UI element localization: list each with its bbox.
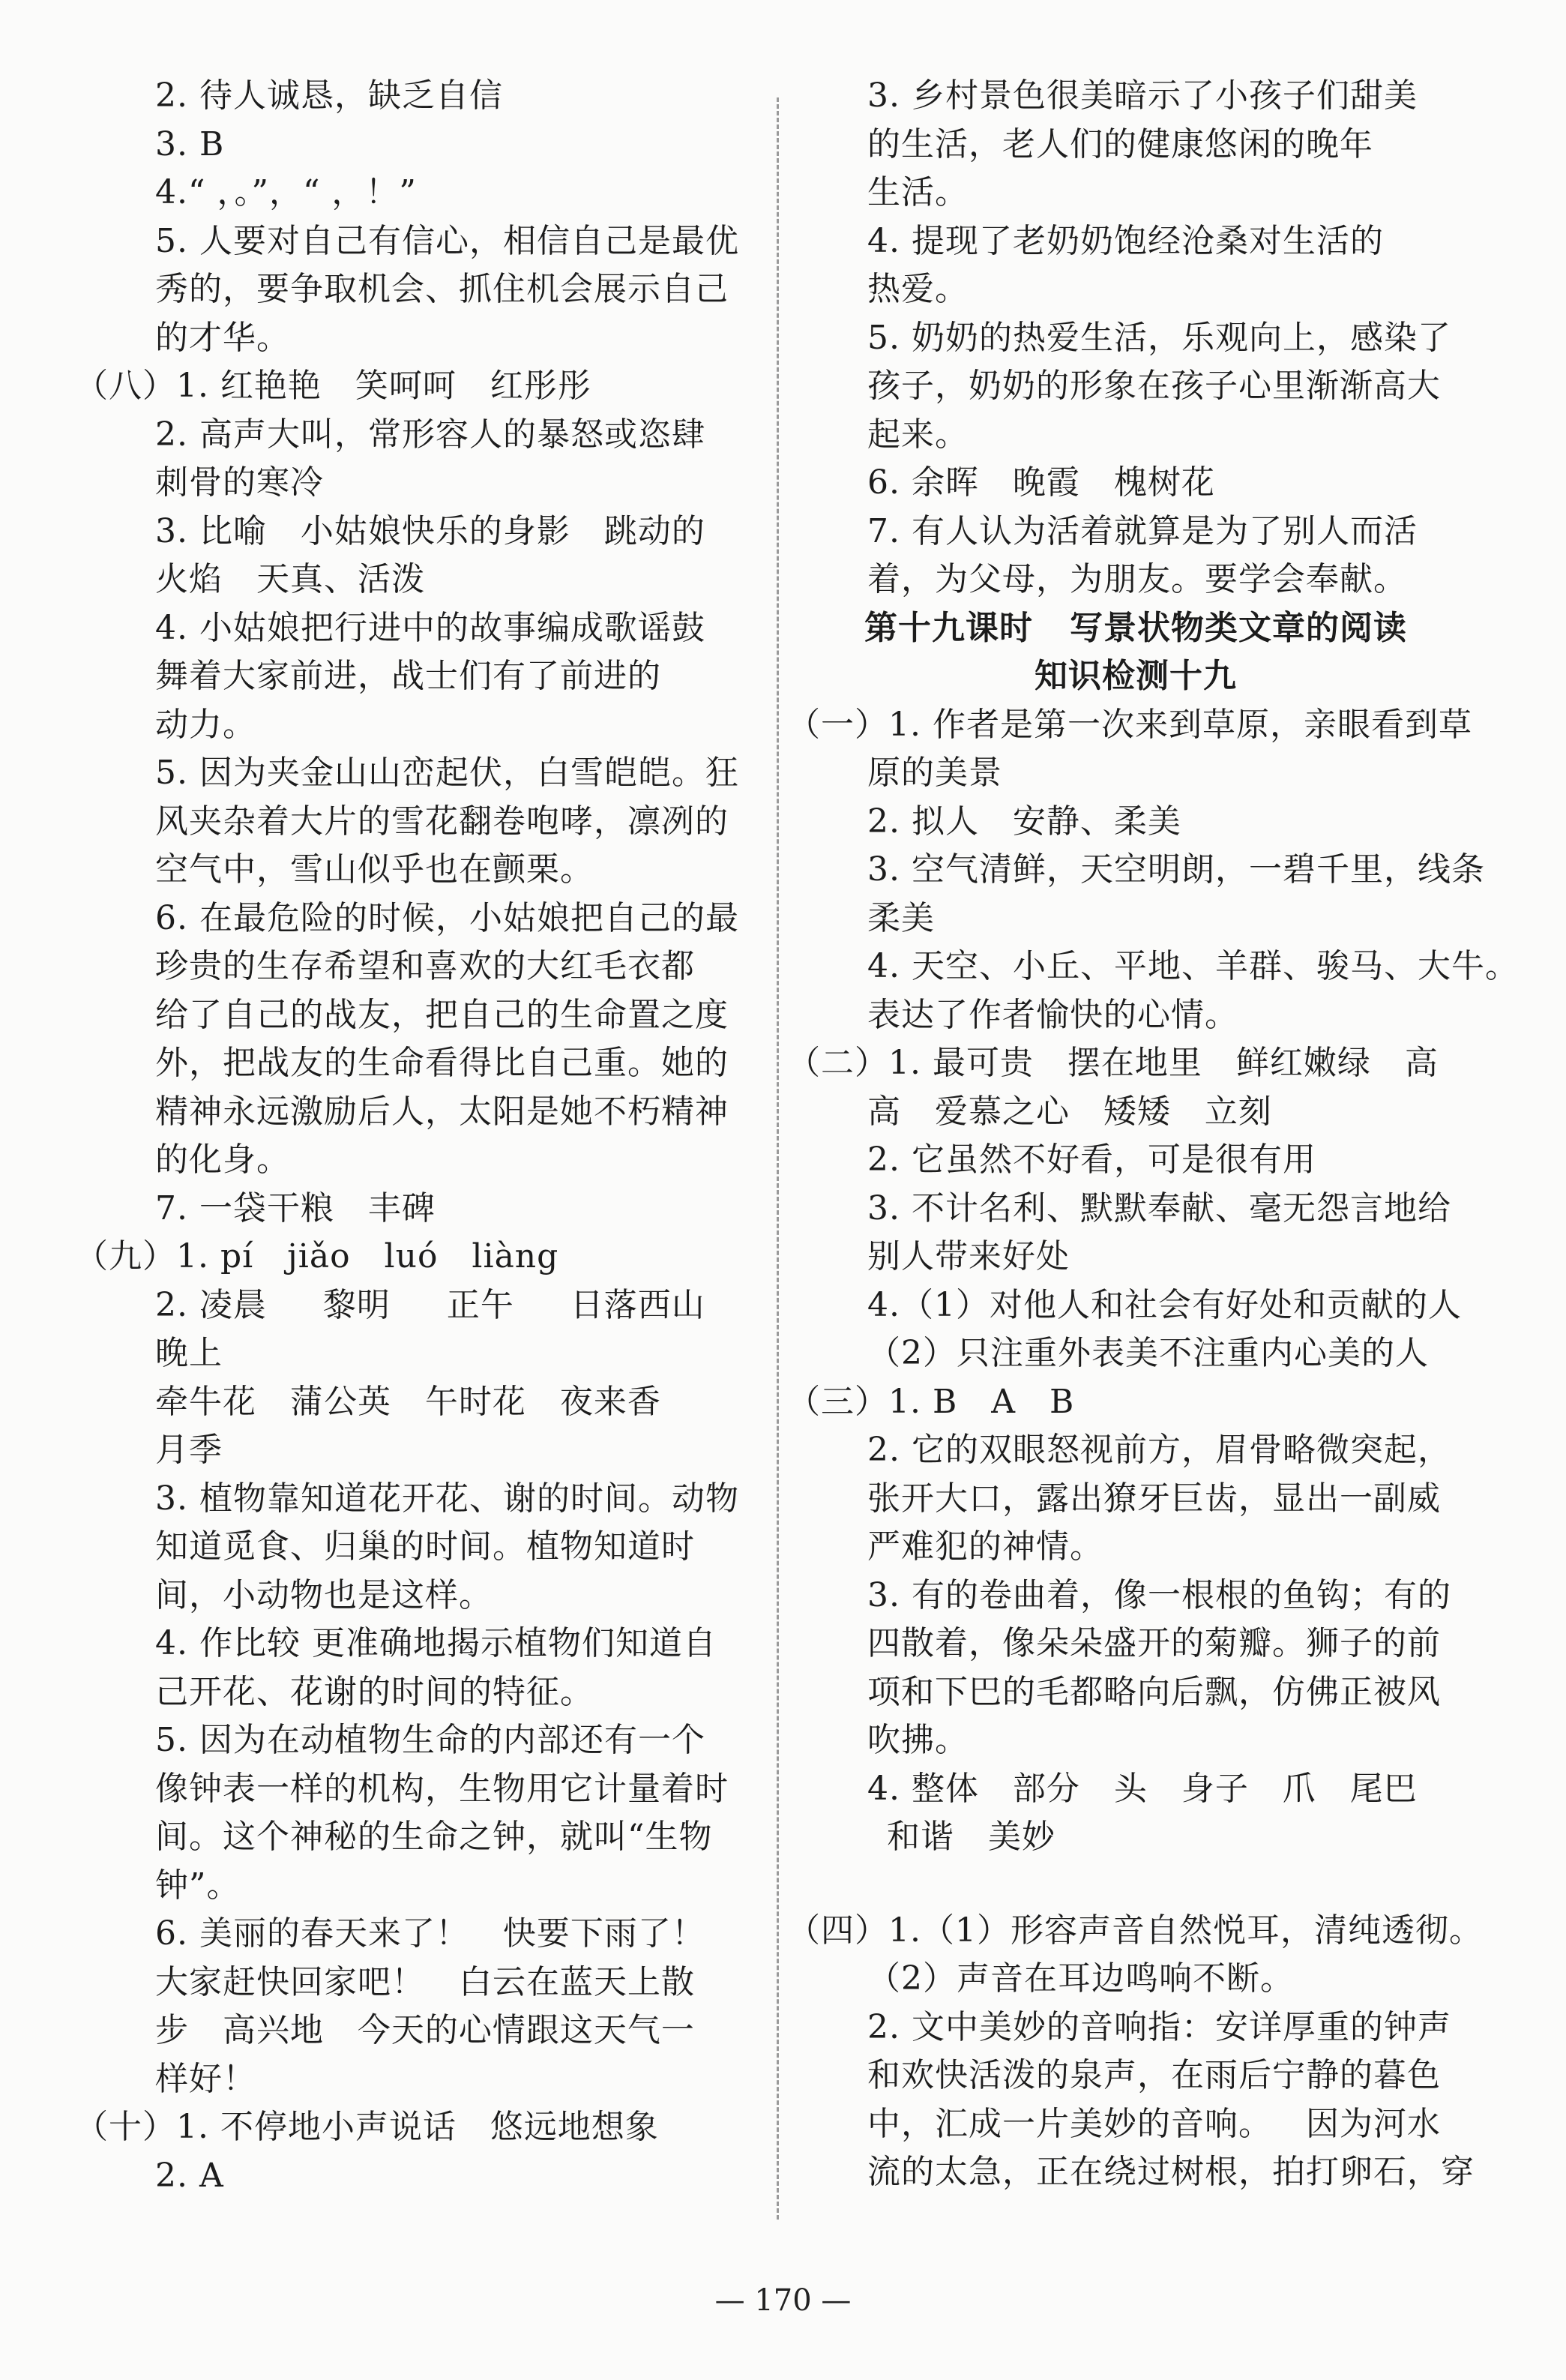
answer-line: 2. 高声大叫，常形容人的暴怒或恣肆 xyxy=(155,415,705,454)
answer-line: 动力。 xyxy=(155,705,256,744)
answer-line: 3. B xyxy=(155,124,225,163)
answer-line: 3. 有的卷曲着，像一根根的鱼钩；有的 xyxy=(867,1575,1451,1614)
answer-line: 风夹杂着大片的雪花翻卷咆哮，凛冽的 xyxy=(155,802,729,841)
answer-line: 的生活，老人们的健康悠闲的晚年 xyxy=(867,124,1373,163)
answer-line: （2）只注重外表美不注重内心美的人 xyxy=(867,1334,1429,1372)
answer-line: 4. 整体 部分 头 身子 爪 尾巴 xyxy=(867,1769,1418,1808)
answer-line: 像钟表一样的机构，生物用它计量着时 xyxy=(155,1769,729,1808)
answer-line: 着，为父母，为朋友。要学会奉献。 xyxy=(867,560,1407,598)
answer-line: 张开大口，露出獠牙巨齿，显出一副威 xyxy=(867,1479,1441,1518)
answer-line: 刺骨的寒冷 xyxy=(155,463,324,502)
answer-line: 起来。 xyxy=(867,415,969,454)
answer-line: 别人带来好处 xyxy=(867,1237,1070,1275)
answer-line: 的才华。 xyxy=(155,318,290,357)
answer-line: 7. 有人认为活着就算是为了别人而活 xyxy=(867,511,1418,550)
answer-line: （三）1. B A B xyxy=(787,1382,1075,1421)
section-heading: 第十九课时 写景状物类文章的阅读 xyxy=(864,608,1407,647)
answer-line: 5. 奶奶的热爱生活，乐观向上，感染了 xyxy=(867,318,1451,357)
answer-line: 2. 待人诚恳，缺乏自信 xyxy=(155,76,503,115)
answer-line: 4. 提现了老奶奶饱经沧桑对生活的 xyxy=(867,221,1384,260)
answer-line: 知道觅食、归巢的时间。植物知道时 xyxy=(155,1527,695,1566)
answer-line: 7. 一袋干粮 丰碑 xyxy=(155,1189,436,1227)
answer-line: 火焰 天真、活泼 xyxy=(155,560,425,598)
answer-line: 原的美景 xyxy=(867,754,1002,792)
answer-line: （四）1.（1）形容声音自然悦耳，清纯透彻。 xyxy=(787,1911,1483,1950)
answer-line: 4. 作比较 更准确地揭示植物们知道自 xyxy=(155,1624,717,1662)
answer-line: 3. 比喻 小姑娘快乐的身影 跳动的 xyxy=(155,511,705,550)
answer-line: 高 爱慕之心 矮矮 立刻 xyxy=(867,1092,1272,1131)
answer-line: 热爱。 xyxy=(867,270,969,308)
answer-line: 步 高兴地 今天的心情跟这天气一 xyxy=(155,2011,695,2049)
answer-line: 月季 xyxy=(155,1431,223,1469)
answer-line: （八）1. 红艳艳 笑呵呵 红彤彤 xyxy=(75,367,591,405)
answer-line: 流的太急，正在绕过树根，拍打卵石，穿 xyxy=(867,2153,1475,2191)
answer-line: （十）1. 不停地小声说话 悠远地想象 xyxy=(75,2108,659,2146)
answer-line: 舞着大家前进，战士们有了前进的 xyxy=(155,657,661,695)
answer-line: （2）声音在耳边鸣响不断。 xyxy=(867,1959,1294,1998)
answer-line: 秀的，要争取机会、抓住机会展示自己 xyxy=(155,270,729,308)
answer-line: 4. 小姑娘把行进中的故事编成歌谣鼓 xyxy=(155,608,705,647)
column-divider xyxy=(777,97,779,2220)
answer-line: 晚上 xyxy=(155,1334,223,1372)
answer-line: 3. 植物靠知道花开花、谢的时间。动物 xyxy=(155,1479,739,1518)
right-answer-column xyxy=(787,72,1519,2197)
answer-line: 间。这个神秘的生命之钟，就叫“生物 xyxy=(155,1818,713,1856)
answer-line: 2. 拟人 安静、柔美 xyxy=(867,802,1181,841)
answer-line: 项和下巴的毛都略向后飘，仿佛正被风 xyxy=(867,1672,1441,1711)
section-heading: 知识检测十九 xyxy=(1035,657,1237,695)
left-answer-column xyxy=(75,72,765,2200)
answer-line: 3. 乡村景色很美暗示了小孩子们甜美 xyxy=(867,76,1418,115)
answer-line: 3. 不计名利、默默奉献、毫无怨言地给 xyxy=(867,1189,1451,1227)
answer-line: 2. 文中美妙的音响指：安详厚重的钟声 xyxy=(867,2007,1451,2046)
answer-line: 严难犯的神情。 xyxy=(867,1527,1103,1566)
answer-line: 4.（1）对他人和社会有好处和贡献的人 xyxy=(867,1285,1462,1324)
answer-line: 6. 余晖 晚霞 槐树花 xyxy=(867,463,1215,502)
answer-line: 表达了作者愉快的心情。 xyxy=(867,995,1238,1034)
answer-line: 和欢快活泼的泉声，在雨后宁静的暮色 xyxy=(867,2056,1441,2094)
answer-line: 6. 美丽的春天来了！ 快要下雨了！ xyxy=(155,1914,705,1953)
answer-line: 珍贵的生存希望和喜欢的大红毛衣都 xyxy=(155,947,695,985)
answer-line: 2. 它虽然不好看，可是很有用 xyxy=(867,1141,1316,1179)
answer-line: 样好！ xyxy=(155,2059,256,2098)
answer-line: 2. 凌晨 黎明 正午 日落西山 xyxy=(155,1285,705,1324)
answer-line: 5. 因为夹金山山峦起伏，白雪皑皑。狂 xyxy=(155,754,739,792)
answer-line: 5. 人要对自己有信心，相信自己是最优 xyxy=(155,221,739,260)
answer-line: 外，把战友的生命看得比自己重。她的 xyxy=(155,1044,729,1082)
answer-line: 和谐 美妙 xyxy=(887,1818,1055,1856)
answer-line: 2. 它的双眼怒视前方，眉骨略微突起， xyxy=(867,1431,1451,1469)
answer-line: 空气中，雪山似乎也在颤栗。 xyxy=(155,850,594,889)
page-number: — 170 — xyxy=(714,2283,852,2318)
answer-line: （一）1. 作者是第一次来到草原，亲眼看到草 xyxy=(787,705,1472,744)
answer-line: 3. 空气清鲜，天空明朗，一碧千里，线条 xyxy=(867,850,1485,889)
answer-line: 吹拂。 xyxy=(867,1721,969,1759)
answer-line: 中，汇成一片美妙的音响。 因为河水 xyxy=(867,2104,1441,2143)
answer-line: 的化身。 xyxy=(155,1141,290,1179)
answer-line xyxy=(787,1862,1484,1907)
answer-line: 精神永远激励后人，太阳是她不朽精神 xyxy=(155,1092,729,1131)
answer-line: 牵牛花 蒲公英 午时花 夜来香 xyxy=(155,1382,661,1421)
answer-line: 柔美 xyxy=(867,898,935,937)
answer-line: 6. 在最危险的时候，小姑娘把自己的最 xyxy=(155,898,739,937)
answer-line: 己开花、花谢的时间的特征。 xyxy=(155,1672,594,1711)
answer-line: 2. A xyxy=(155,2156,224,2195)
answer-line: 4.“ ，。”，“ ，！” xyxy=(155,173,417,211)
answer-line: 给了自己的战友，把自己的生命置之度 xyxy=(155,995,729,1034)
answer-line: 大家赶快回家吧！ 白云在蓝天上散 xyxy=(155,1962,695,2001)
answer-line: 生活。 xyxy=(867,173,969,211)
answer-line: 钟”。 xyxy=(155,1866,241,1905)
answer-line: 四散着，像朵朵盛开的菊瓣。狮子的前 xyxy=(867,1624,1441,1662)
answer-line: 孩子，奶奶的形象在孩子心里渐渐高大 xyxy=(867,367,1441,405)
answer-line: 5. 因为在动植物生命的内部还有一个 xyxy=(155,1721,705,1759)
answer-line: （二）1. 最可贵 摆在地里 鲜红嫩绿 高 xyxy=(787,1044,1439,1082)
answer-line: （九）1. pí jiǎo luó liàng xyxy=(75,1237,559,1275)
answer-line: 间，小动物也是这样。 xyxy=(155,1575,493,1614)
answer-line: 4. 天空、小丘、平地、羊群、骏马、大牛。 xyxy=(867,947,1519,985)
